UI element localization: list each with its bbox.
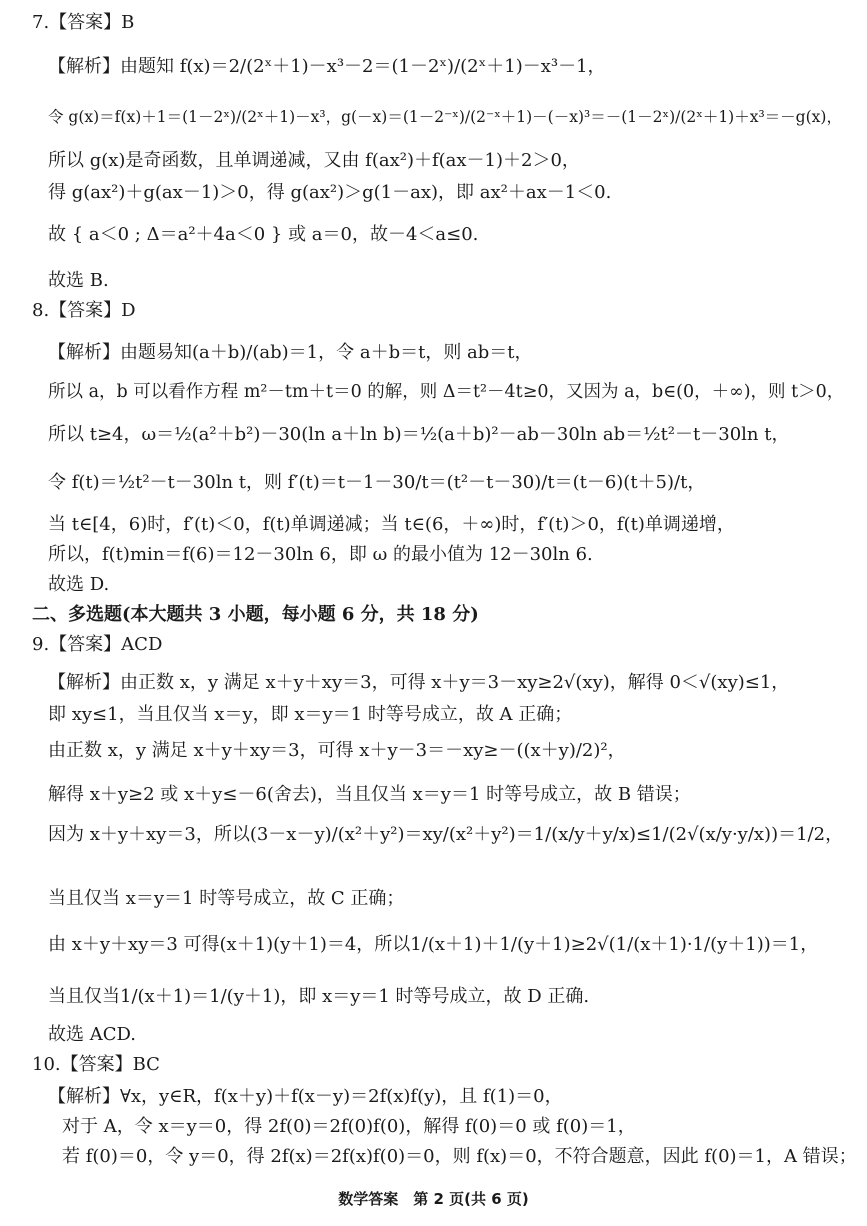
q9-line-3: 由正数 x，y 满足 x＋y＋xy＝3，可得 x＋y－3＝－xy≥－((x＋y)/2)²， (48, 740, 626, 761)
q8-line-5: 当 t∈[4，6)时，f′(t)＜0，f(t)单调递减；当 t∈(6，＋∞)时，f′(t)＞0，f(t)单调递增， (48, 514, 735, 535)
q8-line-6: 所以，f(t)min＝f(6)＝12－30ln 6，即 ω 的最小值为 12－30ln 6. (48, 544, 593, 565)
page-footer: 数学答案 第 2 页(共 6 页) (338, 1190, 529, 1208)
q8-line-7: 故选 D. (48, 574, 110, 595)
q8-line-2: 所以 a，b 可以看作方程 m²－tm＋t＝0 的解，则 Δ＝t²－4t≥0，又因为 a，b∈(0，＋∞)，则 t＞0， (48, 382, 845, 402)
q8-line-3: 所以 t≥4，ω＝½(a²＋b²)－30(ln a＋ln b)＝½(a＋b)²－ab－30ln ab＝½t²－t－30ln t， (48, 424, 790, 445)
q9-line-1: 【解析】由正数 x，y 满足 x＋y＋xy＝3，可得 x＋y＝3－xy≥2√(xy)，解得 0＜√(xy)≤1， (48, 672, 790, 693)
q10-answer: 10.【答案】BC (32, 1054, 160, 1075)
q9-answer: 9.【答案】ACD (32, 634, 163, 655)
q7-line-1: 【解析】由题知 f(x)＝2/(2ˣ＋1)－x³－2＝(1－2ˣ)/(2ˣ＋1)－x³－1， (48, 56, 606, 77)
q9-line-9: 故选 ACD. (48, 1024, 137, 1045)
q9-line-4: 解得 x＋y≥2 或 x＋y≤－6(舍去)，当且仅当 x＝y＝1 时等号成立，故 B 错误； (48, 784, 691, 805)
q7-line-4: 得 g(ax²)＋g(ax－1)＞0，得 g(ax²)＞g(1－ax)，即 ax²＋ax－1＜0. (48, 182, 612, 203)
q9-line-8: 当且仅当1/(x＋1)＝1/(y＋1)，即 x＝y＝1 时等号成立，故 D 正确. (48, 986, 590, 1007)
q8-line-1: 【解析】由题易知(a＋b)/(ab)＝1，令 a＋b＝t，则 ab＝t， (48, 342, 533, 363)
q7-line-2: 令 g(x)＝f(x)＋1＝(1－2ˣ)/(2ˣ＋1)－x³，g(－x)＝(1－2⁻ˣ)/(2⁻ˣ＋1)－(－x)³＝－(1－2ˣ)/(2ˣ＋1)＋x³＝－g(x)， (48, 108, 842, 126)
q10-line-3: 若 f(0)＝0，令 y＝0，得 2f(x)＝2f(x)f(0)＝0，则 f(x)＝0，不符合题意，因此 f(0)＝1，A 错误； (62, 1146, 857, 1167)
section-heading: 二、多选题(本大题共 3 小题，每小题 6 分，共 18 分) (32, 604, 479, 625)
q9-line-6: 当且仅当 x＝y＝1 时等号成立，故 C 正确； (48, 888, 405, 909)
q10-line-2: 对于 A，令 x＝y＝0，得 2f(0)＝2f(0)f(0)，解得 f(0)＝0 或 f(0)＝1， (62, 1116, 636, 1137)
q9-line-5: 因为 x＋y＋xy＝3，所以(3－x－y)/(x²＋y²)＝xy/(x²＋y²)＝1/(x/y＋y/x)≤1/(2√(x/y·y/x))＝1/2， (48, 824, 844, 845)
q7-answer: 7.【答案】B (32, 12, 135, 33)
q8-answer: 8.【答案】D (32, 300, 136, 321)
q7-line-5: 故 { a＜0 ; Δ＝a²＋4a＜0 } 或 a＝0，故－4＜a≤0. (48, 224, 479, 245)
q9-line-2: 即 xy≤1，当且仅当 x＝y，即 x＝y＝1 时等号成立，故 A 正确； (48, 704, 573, 725)
q7-line-3: 所以 g(x)是奇函数，且单调递减，又由 f(ax²)＋f(ax－1)＋2＞0， (48, 150, 580, 171)
q8-line-4: 令 f(t)＝½t²－t－30ln t，则 f′(t)＝t－1－30/t＝(t²－t－30)/t＝(t－6)(t＋5)/t， (48, 472, 706, 493)
q9-line-7: 由 x＋y＋xy＝3 可得(x＋1)(y＋1)＝4，所以1/(x＋1)＋1/(y＋1)≥2√(1/(x＋1)·1/(y＋1))＝1， (48, 934, 819, 955)
q7-line-6: 故选 B. (48, 270, 109, 291)
q10-line-1: 【解析】∀x，y∈R，f(x＋y)＋f(x－y)＝2f(x)f(y)，且 f(1)＝0， (48, 1086, 563, 1107)
